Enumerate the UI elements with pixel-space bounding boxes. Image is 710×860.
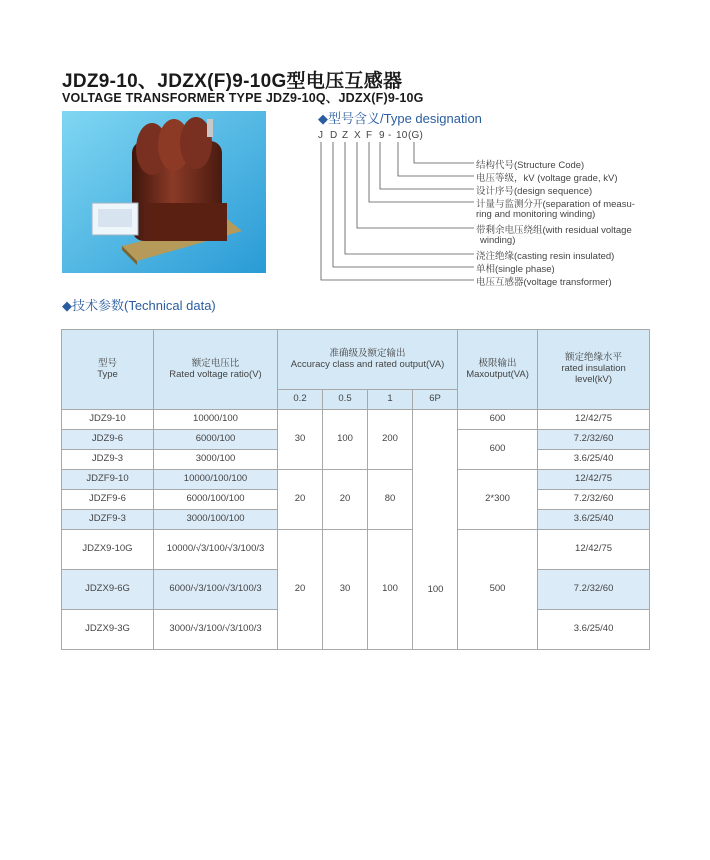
code-char-9: 9 [379,130,385,141]
label-voltage-transformer: 电压互感器(voltage transformer) [476,277,612,288]
label-residual-line2: winding) [480,235,516,246]
header-type [62,330,154,410]
cell-insulation: 3.6/25/40 [538,610,650,650]
label-residual-line1: 带剩余电压绕组(with residual voltage [476,225,632,236]
cell-class-6p [413,410,458,650]
label-separation-line1: 计量与监测分开(separation of measu- [476,199,635,210]
code-char-z: Z [342,130,349,141]
cell-type: JDZF9-6 [62,490,154,510]
header-ins-en1: rated insulation [561,363,626,375]
cell-class-0-2: 30 [278,410,323,470]
cell-ratio: 6000/√3/100/√3/100/3 [154,570,278,610]
designation-heading: ◆型号含义/Type designation [318,111,482,126]
label-structure-code: 结构代号(Structure Code) [476,160,585,171]
cell-max-output: 500 [458,530,538,650]
header-class-6p: 6P [413,390,458,410]
cell-ratio: 6000/100 [154,430,278,450]
cell-insulation: 3.6/25/40 [538,510,650,530]
header-insulation [538,330,650,410]
cell-type: JDZ9-3 [62,450,154,470]
code-char-f: F [366,130,373,141]
header-type-en: Type [97,368,118,380]
cell-insulation: 3.6/25/40 [538,450,650,470]
cell-class-0-2: 20 [278,470,323,530]
label-casting-resin: 浇注绝缘(casting resin insulated) [476,251,615,262]
cell-type: JDZX9-10G [62,530,154,570]
header-accuracy-en: Accuracy class and rated output(VA) [290,358,445,370]
cell-type: JDZ9-10 [62,410,154,430]
header-ins-cn: 额定绝缘水平 [565,352,623,364]
cell-insulation: 7.2/32/60 [538,430,650,450]
header-class-1: 1 [368,390,413,410]
cell-type: JDZX9-6G [62,570,154,610]
code-char-dash: - [388,130,392,141]
cell-ratio: 10000/√3/100/√3/100/3 [154,530,278,570]
cell-type: JDZ9-6 [62,430,154,450]
cell-ratio: 10000/100/100 [154,470,278,490]
cell-class-1: 200 [368,410,413,470]
cell-type: JDZF9-10 [62,470,154,490]
cell-ratio: 3000/100/100 [154,510,278,530]
header-accuracy [278,330,458,390]
cell-ratio: 3000/100 [154,450,278,470]
code-char-g: (G) [408,130,424,141]
cell-type: JDZX9-3G [62,610,154,650]
header-max-output [458,330,538,410]
header-ins-en2: level(kV) [575,373,613,385]
cell-insulation: 12/42/75 [538,410,650,430]
code-char-d: D [330,130,338,141]
label-voltage-grade: 电压等级，kV (voltage grade, kV) [476,173,618,184]
cell-ratio: 6000/100/100 [154,490,278,510]
cell-insulation: 7.2/32/60 [538,570,650,610]
cell-max-output: 2*300 [458,470,538,530]
cell-class-6p-g3: 100 [427,584,444,595]
code-char-x: X [354,130,361,141]
header-ratio-en: Rated voltage ratio(V) [169,368,262,380]
header-accuracy-cn: 准确级及额定输出 [329,347,406,359]
header-max-en: Maxoutput(VA) [466,368,529,380]
header-ratio-cn: 额定电压比 [191,357,240,369]
cell-max-output: 600 [458,430,538,470]
cell-ratio: 3000/√3/100/√3/100/3 [154,610,278,650]
table-row [62,530,650,570]
header-class-0-2: 0.2 [278,390,323,410]
cell-insulation: 7.2/32/60 [538,490,650,510]
cell-insulation: 12/42/75 [538,470,650,490]
cell-insulation: 12/42/75 [538,530,650,570]
cell-ratio: 10000/100 [154,410,278,430]
cell-class-1: 80 [368,470,413,530]
header-class-0-5: 0.5 [323,390,368,410]
technical-heading: ◆技术参数(Technical data) [62,298,216,313]
page-title: JDZ9-10、JDZX(F)9-10G型电压互感器 [62,71,403,92]
header-type-cn: 型号 [97,357,117,369]
cell-class-0-2: 20 [278,530,323,650]
label-single-phase: 单相(single phase) [476,264,555,275]
table-row [62,470,650,490]
cell-class-0-5: 20 [323,470,368,530]
label-separation-line2: ring and monitoring winding) [476,209,596,220]
header-ratio [154,330,278,410]
table-row [62,410,650,430]
code-char-10: 10 [396,130,408,141]
technical-data-table [61,329,650,650]
cell-class-0-5: 100 [323,410,368,470]
code-char-j: J [318,130,324,141]
cell-class-0-5: 30 [323,530,368,650]
page-subtitle: VOLTAGE TRANSFORMER TYPE JDZ9-10Q、JDZX(F)9-10G [62,91,424,105]
cell-class-1: 100 [368,530,413,650]
label-design-sequence: 设计序号(design sequence) [476,186,593,197]
cell-type: JDZF9-3 [62,510,154,530]
cell-max-output: 600 [458,410,538,430]
header-max-cn: 极限输出 [478,357,517,369]
